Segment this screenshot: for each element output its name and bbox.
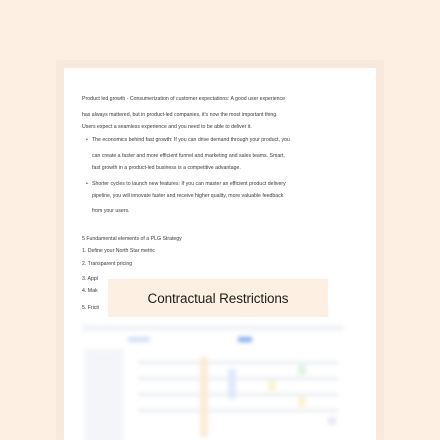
bullet-icon: •	[86, 181, 88, 187]
list-item: 5. Fricti	[82, 305, 100, 311]
list-item: 4. Mak	[82, 288, 98, 294]
paragraph-line: Product led growth - Consumerization of customer expectations: A good user experience	[82, 96, 285, 102]
bullet-icon: •	[86, 137, 88, 143]
list-item: 3. Appl	[82, 276, 98, 282]
paragraph-line: has always mattered, but in product-led companies, it's now the most important thing.	[82, 112, 278, 118]
callout-label: Contractual Restrictions	[147, 290, 289, 306]
bullet-line: The economics behind fast growth: If you can drive demand through your product, you	[92, 137, 290, 143]
paragraph-line: Users expect a seamless experience and you need to be able to deliver it.	[82, 124, 252, 130]
bullet-line: fast growth in a product-led business is a competitive advantage.	[92, 165, 241, 171]
document-page	[64, 68, 376, 440]
bullet-line: can create a faster and more efficient funnel and marketing and sales teams. Smart,	[92, 153, 285, 159]
list-title: 5 Fundamental elements of a PLG Strategy	[82, 236, 182, 242]
list-item: 1. Define your North Star metric	[82, 248, 155, 254]
bullet-line: from your users.	[92, 208, 130, 214]
bullet-line: Shorter cycles to launch new features: If you can master an efficient product delivery	[92, 181, 286, 187]
list-item: 2. Transparent pricing	[82, 261, 133, 267]
bullet-line: pipeline, you will innovate faster and receive higher quality, more valuable feedback	[92, 193, 284, 199]
callout-banner	[108, 279, 328, 317]
blurred-screenshot	[78, 321, 348, 440]
